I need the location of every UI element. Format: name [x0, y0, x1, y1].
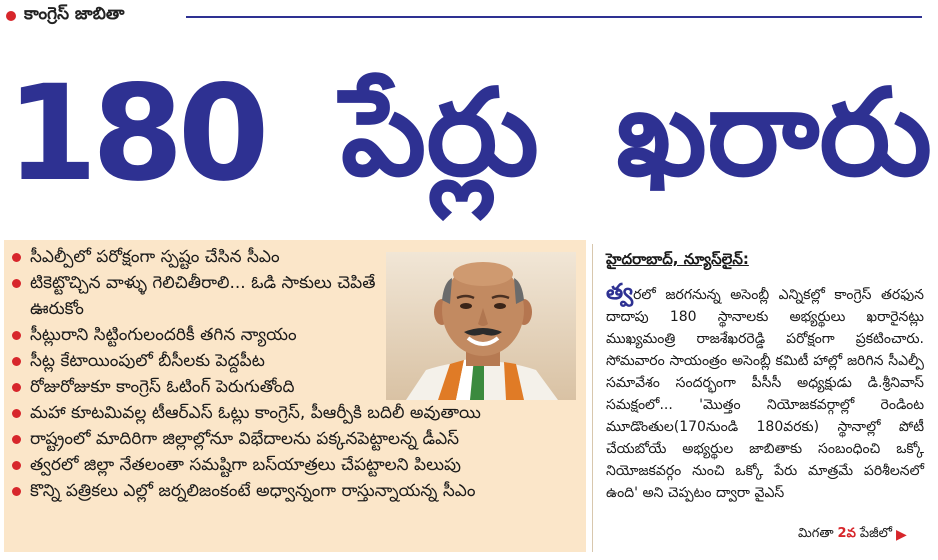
highlight-item [12, 426, 580, 452]
highlight-text: కొన్ని పత్రికలు ఎల్లో జర్నలిజంకంటే అధ్వాన్నంగా రాస్తున్నాయన్న సీఎం [30, 481, 476, 501]
bullet-icon [12, 409, 21, 418]
highlight-text: త్వరలో జిల్లా నేతలంతా సమష్టిగా బస్‌యాత్రలు చేపట్టాలని పిలుపు [30, 455, 461, 475]
highlight-text: రోజురోజుకూ కాంగ్రెస్ ఓటింగ్ పెరుగుతోంది [30, 377, 295, 397]
highlight-text: సీఎల్పీలో పరోక్షంగా స్పష్టం చేసిన సీఎం [30, 247, 280, 267]
kicker-text: కాంగ్రెస్ జాబితా [24, 4, 125, 24]
continued-prefix: మిగతా [798, 526, 834, 541]
highlight-item [12, 452, 580, 478]
article [606, 248, 924, 504]
bullet-icon [12, 357, 21, 366]
continued-page-number: 2వ [837, 526, 856, 541]
highlight-item [12, 400, 580, 426]
bullet-icon [12, 331, 21, 340]
arrow-right-icon: ▶ [895, 527, 907, 543]
bullet-icon [12, 279, 21, 288]
column-divider [592, 244, 593, 552]
highlight-item [12, 270, 384, 322]
headline-number: 180 [6, 57, 264, 211]
highlight-text: సీట్లురాని సిట్టింగులందరికీ తగిన న్యాయం [30, 325, 297, 345]
portrait-illustration [386, 252, 576, 400]
bullet-icon [12, 487, 21, 496]
bullet-icon [12, 253, 21, 262]
highlight-item [12, 348, 384, 374]
continued-suffix: పేజీలో [859, 526, 892, 541]
drop-cap: త్వ [606, 280, 634, 305]
bullet-icon [12, 435, 21, 444]
continued-on-page [798, 526, 907, 544]
kicker-rule [186, 16, 922, 18]
highlight-text: రాష్ట్రంలో మాదిరిగా జిల్లాల్లోనూ విభేదాలను పక్కనపెట్టాలన్న డీఎస్ [30, 429, 460, 449]
kicker-bullet-icon [6, 11, 16, 21]
bullet-icon [12, 461, 21, 470]
highlight-text: మహా కూటమివల్ల టీఆర్ఎస్ ఓట్లు కాంగ్రెస్, పీఆర్పీకి బదిలీ అవుతాయి [30, 403, 481, 423]
article-body [606, 282, 924, 504]
kicker [6, 4, 124, 28]
headline-word-2: ఖరారు [616, 64, 932, 203]
dateline: హైదరాబాద్, న్యూస్‌లైన్: [606, 250, 749, 268]
headline-word-1: పేర్లు [340, 64, 539, 203]
portrait-photo [386, 252, 576, 400]
article-text: రలో జరగనున్న అసెంబ్లీ ఎన్నికల్లో కాంగ్రెస్ తరఫున దాదాపు 180 స్థానాలకు అభ్యర్థులు ఖరారైనట్లు ముఖ్యమంత్రి రాజశేఖరరెడ్డి పరోక్షంగా ప్రకటించారు. సోమవారం సాయంత్రం అసెంబ్లీ కమిటీ హాల్లో జరిగిన సీఎల్పీ సమావేశం సందర్భంగా పీసీసీ అధ్యక్షుడు డి.శ్రీనివాస్ సమక్షంలో... 'మొత్తం నియోజకవర్గాల్లో రెండింట మూడొంతుల(170నుండి 180వరకు) స్థానాల్లో పోటీ చేయబోయే అభ్యర్థుల జాబితాకు సంబంధించి ఒక్కో నియోజకవర్గం నుంచి ఒక్కో పేరు మాత్రమే పరిశీలనలో ఉంది' అని చెప్పటం ద్వారా వైఎస్ [606, 287, 924, 501]
highlight-item [12, 322, 384, 348]
highlight-item [12, 244, 384, 270]
bullet-icon [12, 383, 21, 392]
headline [6, 36, 932, 232]
highlight-text: టికెట్టొచ్చిన వాళ్ళు గెలిచితీరాలి... ఓడి సాకులు చెపితే ఊరుకోం [30, 273, 376, 319]
highlight-text: సీట్ల కేటాయింపులో బీసీలకు పెద్దపీట [30, 351, 265, 371]
highlight-item [12, 478, 580, 504]
